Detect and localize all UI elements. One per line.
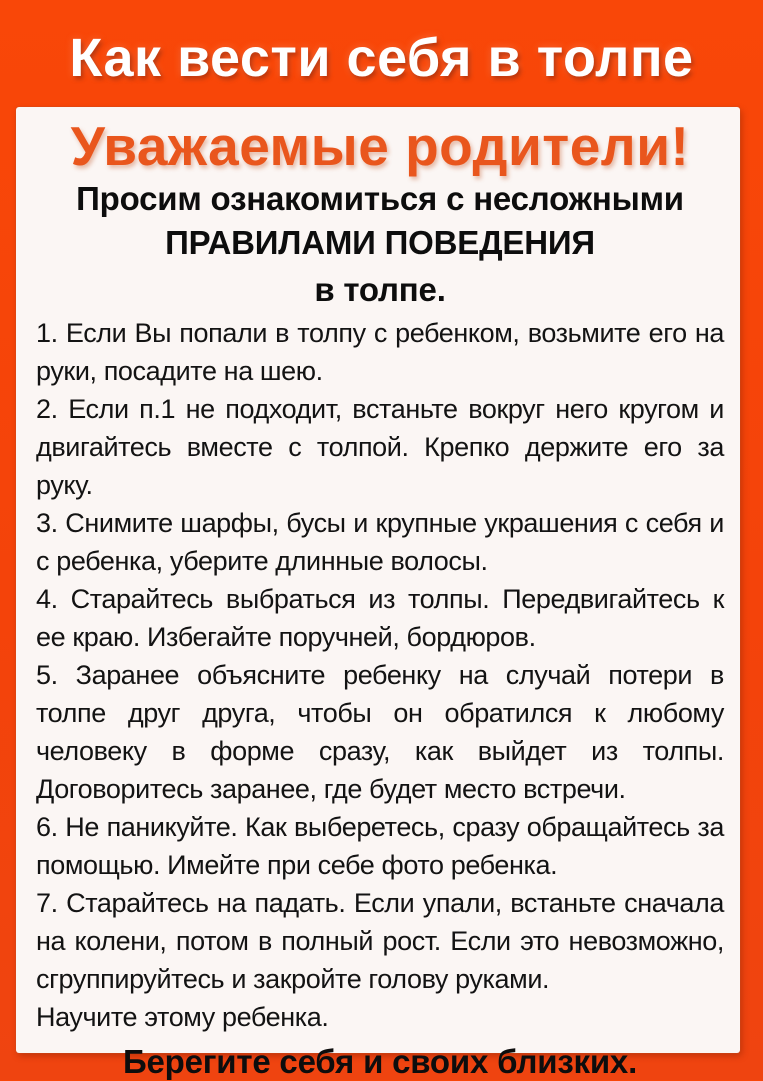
rule-item-6: 6. Не паникуйте. Как выберетесь, сразу обращайтесь за помощью. Имейте при себе фото ребенка. bbox=[36, 812, 724, 880]
rules-list bbox=[36, 314, 724, 1036]
intro-line-1: Просим ознакомиться с несложными bbox=[76, 180, 684, 217]
rule-item-7: 7. Старайтесь на падать. Если упали, встаньте сначала на колени, потом в полный рост. Если это невозможно, сгруппируйтесь и закройте голову руками. bbox=[36, 888, 724, 994]
content-panel bbox=[16, 107, 740, 1080]
teach-child-note: Научите этому ребенка. bbox=[36, 1002, 329, 1032]
rule-item-3: 3. Снимите шарфы, бусы и крупные украшения с себя и с ребенка, уберите длинные волосы. bbox=[36, 508, 724, 576]
rule-item-1: 1. Если Вы попали в толпу с ребенком, возьмите его на руки, посадите на шею. bbox=[36, 318, 724, 386]
poster-header bbox=[0, 0, 763, 107]
intro-line-2: ПРАВИЛАМИ ПОВЕДЕНИЯ bbox=[165, 224, 595, 261]
salutation-heading: Уважаемые родители! bbox=[70, 115, 690, 177]
rule-item-2: 2. Если п.1 не подходит, встаньте вокруг него кругом и двигайтесь вместе с толпой. Крепко держите его за руку. bbox=[36, 394, 724, 500]
poster-title: Как вести себя в толпе bbox=[69, 27, 694, 88]
footer-message: Берегите себя и своих близких. bbox=[122, 1043, 638, 1080]
intro-line-3: в толпе. bbox=[314, 271, 446, 308]
rule-item-5: 5. Заранее объясните ребенку на случай потери в толпе друг друга, чтобы он обратился к любому человеку в форме сразу, как выйдет из толпы. Договоритесь заранее, где будет место встречи. bbox=[36, 660, 724, 804]
rule-item-4: 4. Старайтесь выбраться из толпы. Передвигайтесь к ее краю. Избегайте поручней, бордюров. bbox=[36, 584, 724, 652]
